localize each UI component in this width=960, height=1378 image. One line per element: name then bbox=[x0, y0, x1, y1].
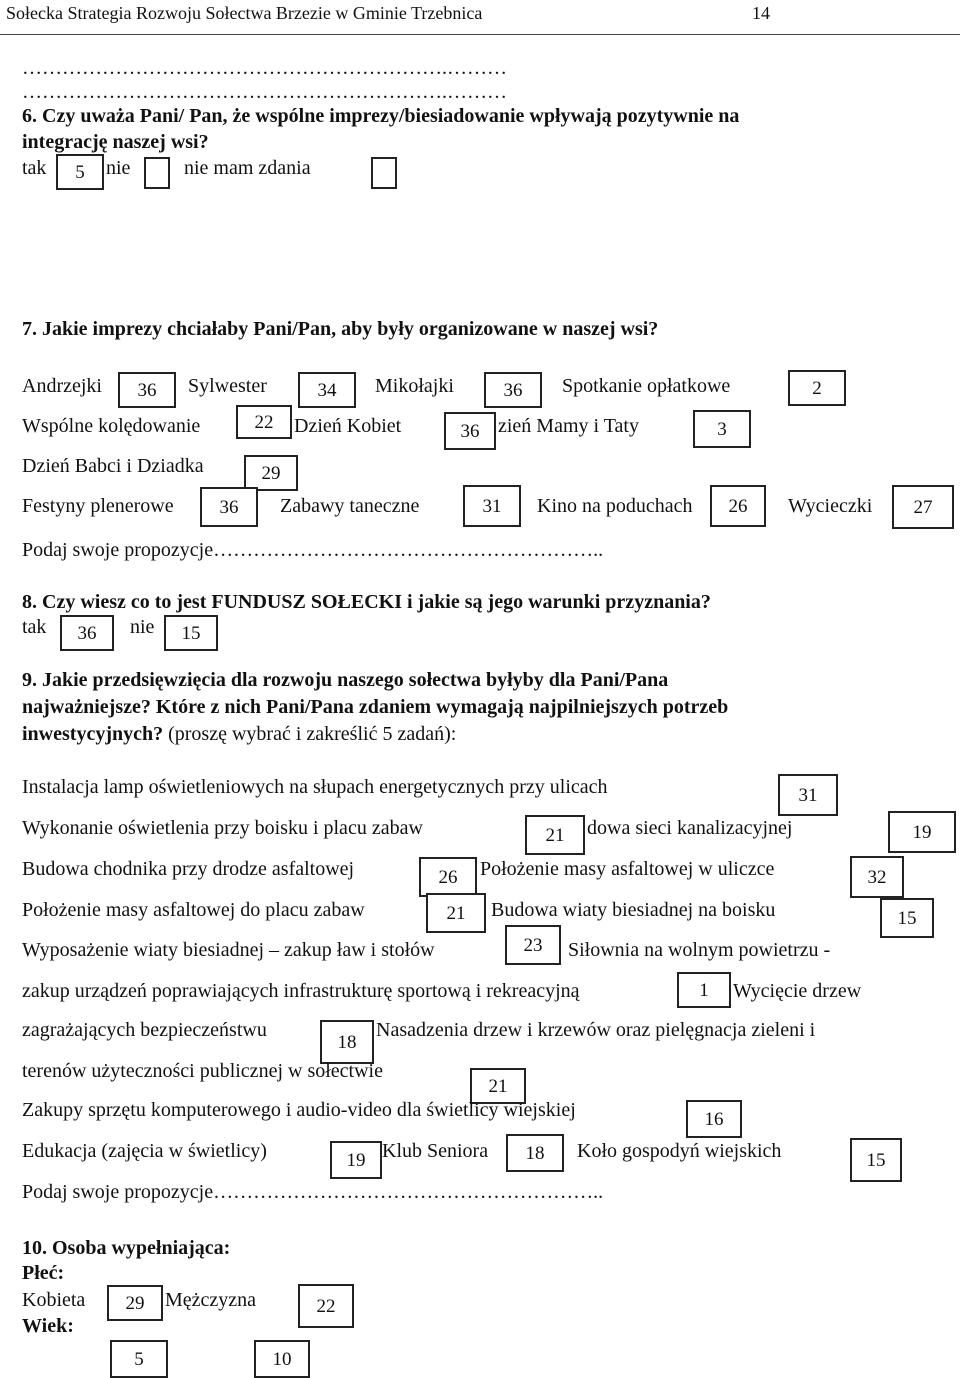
answer-box-tak[interactable]: 36 bbox=[60, 615, 114, 651]
count-box[interactable]: 2 bbox=[788, 370, 846, 406]
count-box[interactable]: 21 bbox=[525, 815, 585, 855]
count-box[interactable]: 19 bbox=[330, 1141, 382, 1179]
question-7: 7. Jakie imprezy chciałaby Pani/Pan, aby były organizowane w naszej wsi? bbox=[22, 318, 659, 340]
dotted-line: ……………………………………………………….……… bbox=[22, 57, 507, 79]
label-plec: Płeć: bbox=[22, 1262, 65, 1284]
task-label: Budowa chodnika przy drodze asfaltowej bbox=[22, 858, 355, 880]
event-label: Wspólne kolędowanie bbox=[22, 415, 201, 437]
task-label: Nasadzenia drzew i krzewów oraz pielęgnacja zieleni i bbox=[376, 1019, 816, 1041]
question-9-bold: inwestycyjnych? bbox=[22, 723, 164, 745]
page-number: 14 bbox=[752, 3, 770, 23]
count-box[interactable]: 18 bbox=[506, 1134, 564, 1172]
event-label: zień Mamy i Taty bbox=[498, 415, 639, 437]
count-box[interactable]: 34 bbox=[298, 372, 356, 408]
answer-box-nie[interactable]: 15 bbox=[164, 615, 218, 651]
answer-box-nie[interactable] bbox=[144, 157, 170, 189]
question-6-cont: integrację naszej wsi? bbox=[22, 131, 209, 153]
option-label-nie-mam-zdania: nie mam zdania bbox=[184, 157, 311, 179]
count-box[interactable]: 3 bbox=[693, 410, 751, 448]
count-box[interactable]: 27 bbox=[892, 485, 954, 529]
question-9-cont: najważniejsze? Które z nich Pani/Pana zdaniem wymagają najpilniejszych potrzeb bbox=[22, 696, 729, 718]
option-label-mezczyzna: Mężczyzna bbox=[165, 1289, 257, 1311]
count-box[interactable]: 21 bbox=[470, 1068, 526, 1104]
question-8: 8. Czy wiesz co to jest FUNDUSZ SOŁECKI i jakie są jego warunki przyznania? bbox=[22, 591, 711, 613]
event-label: Andrzejki bbox=[22, 375, 102, 397]
event-label: Kino na poduchach bbox=[537, 495, 693, 517]
task-label: Siłownia na wolnym powietrzu - bbox=[568, 939, 831, 961]
task-label: Budowa wiaty biesiadnej na boisku bbox=[491, 899, 776, 921]
event-label: Festyny plenerowe bbox=[22, 495, 174, 517]
task-label: Wycięcie drzew bbox=[733, 980, 862, 1002]
question-9-instruction: (proszę wybrać i zakreślić 5 zadań): bbox=[163, 723, 457, 745]
task-label: Instalacja lamp oświetleniowych na słupach energetycznych przy ulicach bbox=[22, 776, 608, 798]
question-6: 6. Czy uważa Pani/ Pan, że wspólne imprezy/biesiadowanie wpływają pozytywnie na bbox=[22, 105, 740, 127]
count-box[interactable]: 22 bbox=[236, 405, 292, 439]
task-label: zagrażających bezpieczeństwu bbox=[22, 1019, 267, 1041]
count-box[interactable]: 26 bbox=[419, 857, 477, 897]
task-label: Koło gospodyń wiejskich bbox=[577, 1140, 782, 1162]
count-box[interactable]: 36 bbox=[444, 412, 496, 450]
task-label: terenów użyteczności publicznej w sołectwie bbox=[22, 1060, 383, 1082]
label-wiek: Wiek: bbox=[22, 1315, 74, 1337]
count-box[interactable]: 15 bbox=[880, 898, 934, 938]
count-box[interactable]: 15 bbox=[850, 1138, 902, 1182]
event-label: Dzień Kobiet bbox=[294, 415, 402, 437]
count-box[interactable]: 31 bbox=[778, 774, 838, 816]
task-label: Zakupy sprzętu komputerowego i audio-video dla świetlicy wiejskiej bbox=[22, 1099, 576, 1121]
option-label-tak: tak bbox=[22, 616, 47, 638]
option-label-nie: nie bbox=[130, 616, 155, 638]
event-label: Wycieczki bbox=[788, 495, 873, 517]
count-box[interactable]: 36 bbox=[118, 372, 176, 408]
document-header-title: Sołecka Strategia Rozwoju Sołectwa Brzezie w Gminie Trzebnica bbox=[6, 3, 483, 23]
count-box[interactable]: 23 bbox=[505, 925, 561, 965]
task-label: dowa sieci kanalizacyjnej bbox=[587, 817, 793, 839]
question-10: 10. Osoba wypełniająca: bbox=[22, 1237, 231, 1259]
count-box[interactable]: 29 bbox=[244, 455, 298, 491]
task-label: zakup urządzeń poprawiających infrastrukturę sportową i rekreacyjną bbox=[22, 980, 580, 1002]
age-box[interactable]: 5 bbox=[110, 1340, 168, 1378]
count-box[interactable]: 31 bbox=[463, 485, 521, 527]
option-label-kobieta: Kobieta bbox=[22, 1289, 86, 1311]
question-9-cont bbox=[22, 724, 456, 744]
task-label: Wykonanie oświetlenia przy boisku i placu zabaw bbox=[22, 817, 423, 839]
task-label: Położenie masy asfaltowej w uliczce bbox=[480, 858, 775, 880]
task-label: Klub Seniora bbox=[382, 1140, 489, 1162]
count-box[interactable]: 32 bbox=[850, 856, 904, 898]
header-rule bbox=[0, 34, 960, 35]
event-label: Mikołajki bbox=[375, 375, 454, 397]
answer-box-mezczyzna[interactable]: 22 bbox=[298, 1284, 354, 1328]
count-box[interactable]: 1 bbox=[677, 972, 731, 1008]
answer-box-tak[interactable]: 5 bbox=[56, 154, 104, 190]
count-box[interactable]: 36 bbox=[484, 372, 542, 408]
event-label: Dzień Babci i Dziadka bbox=[22, 455, 204, 477]
event-label: Sylwester bbox=[188, 375, 267, 397]
count-box[interactable]: 36 bbox=[200, 487, 258, 527]
task-label: Położenie masy asfaltowej do placu zabaw bbox=[22, 899, 365, 921]
task-label: Wyposażenie wiaty biesiadnej – zakup ław i stołów bbox=[22, 939, 435, 961]
count-box[interactable]: 18 bbox=[320, 1020, 374, 1064]
count-box[interactable]: 19 bbox=[888, 811, 956, 853]
answer-box-kobieta[interactable]: 29 bbox=[107, 1285, 163, 1321]
proposal-line: Podaj swoje propozycje………………………………………………….. bbox=[22, 539, 604, 561]
age-box[interactable]: 10 bbox=[254, 1340, 310, 1378]
dotted-line: ……………………………………………………….……… bbox=[22, 81, 507, 103]
question-9: 9. Jakie przedsięwzięcia dla rozwoju naszego sołectwa byłyby dla Pani/Pana bbox=[22, 669, 669, 691]
event-label: Spotkanie opłatkowe bbox=[562, 375, 731, 397]
task-label: Edukacja (zajęcia w świetlicy) bbox=[22, 1140, 267, 1162]
count-box[interactable]: 16 bbox=[686, 1100, 742, 1138]
proposal-line: Podaj swoje propozycje………………………………………………….. bbox=[22, 1181, 604, 1203]
count-box[interactable]: 26 bbox=[710, 485, 766, 527]
count-box[interactable]: 21 bbox=[426, 893, 486, 933]
option-label-tak: tak bbox=[22, 157, 47, 179]
answer-box-nie-mam-zdania[interactable] bbox=[371, 157, 397, 189]
option-label-nie: nie bbox=[106, 157, 131, 179]
event-label: Zabawy taneczne bbox=[280, 495, 420, 517]
